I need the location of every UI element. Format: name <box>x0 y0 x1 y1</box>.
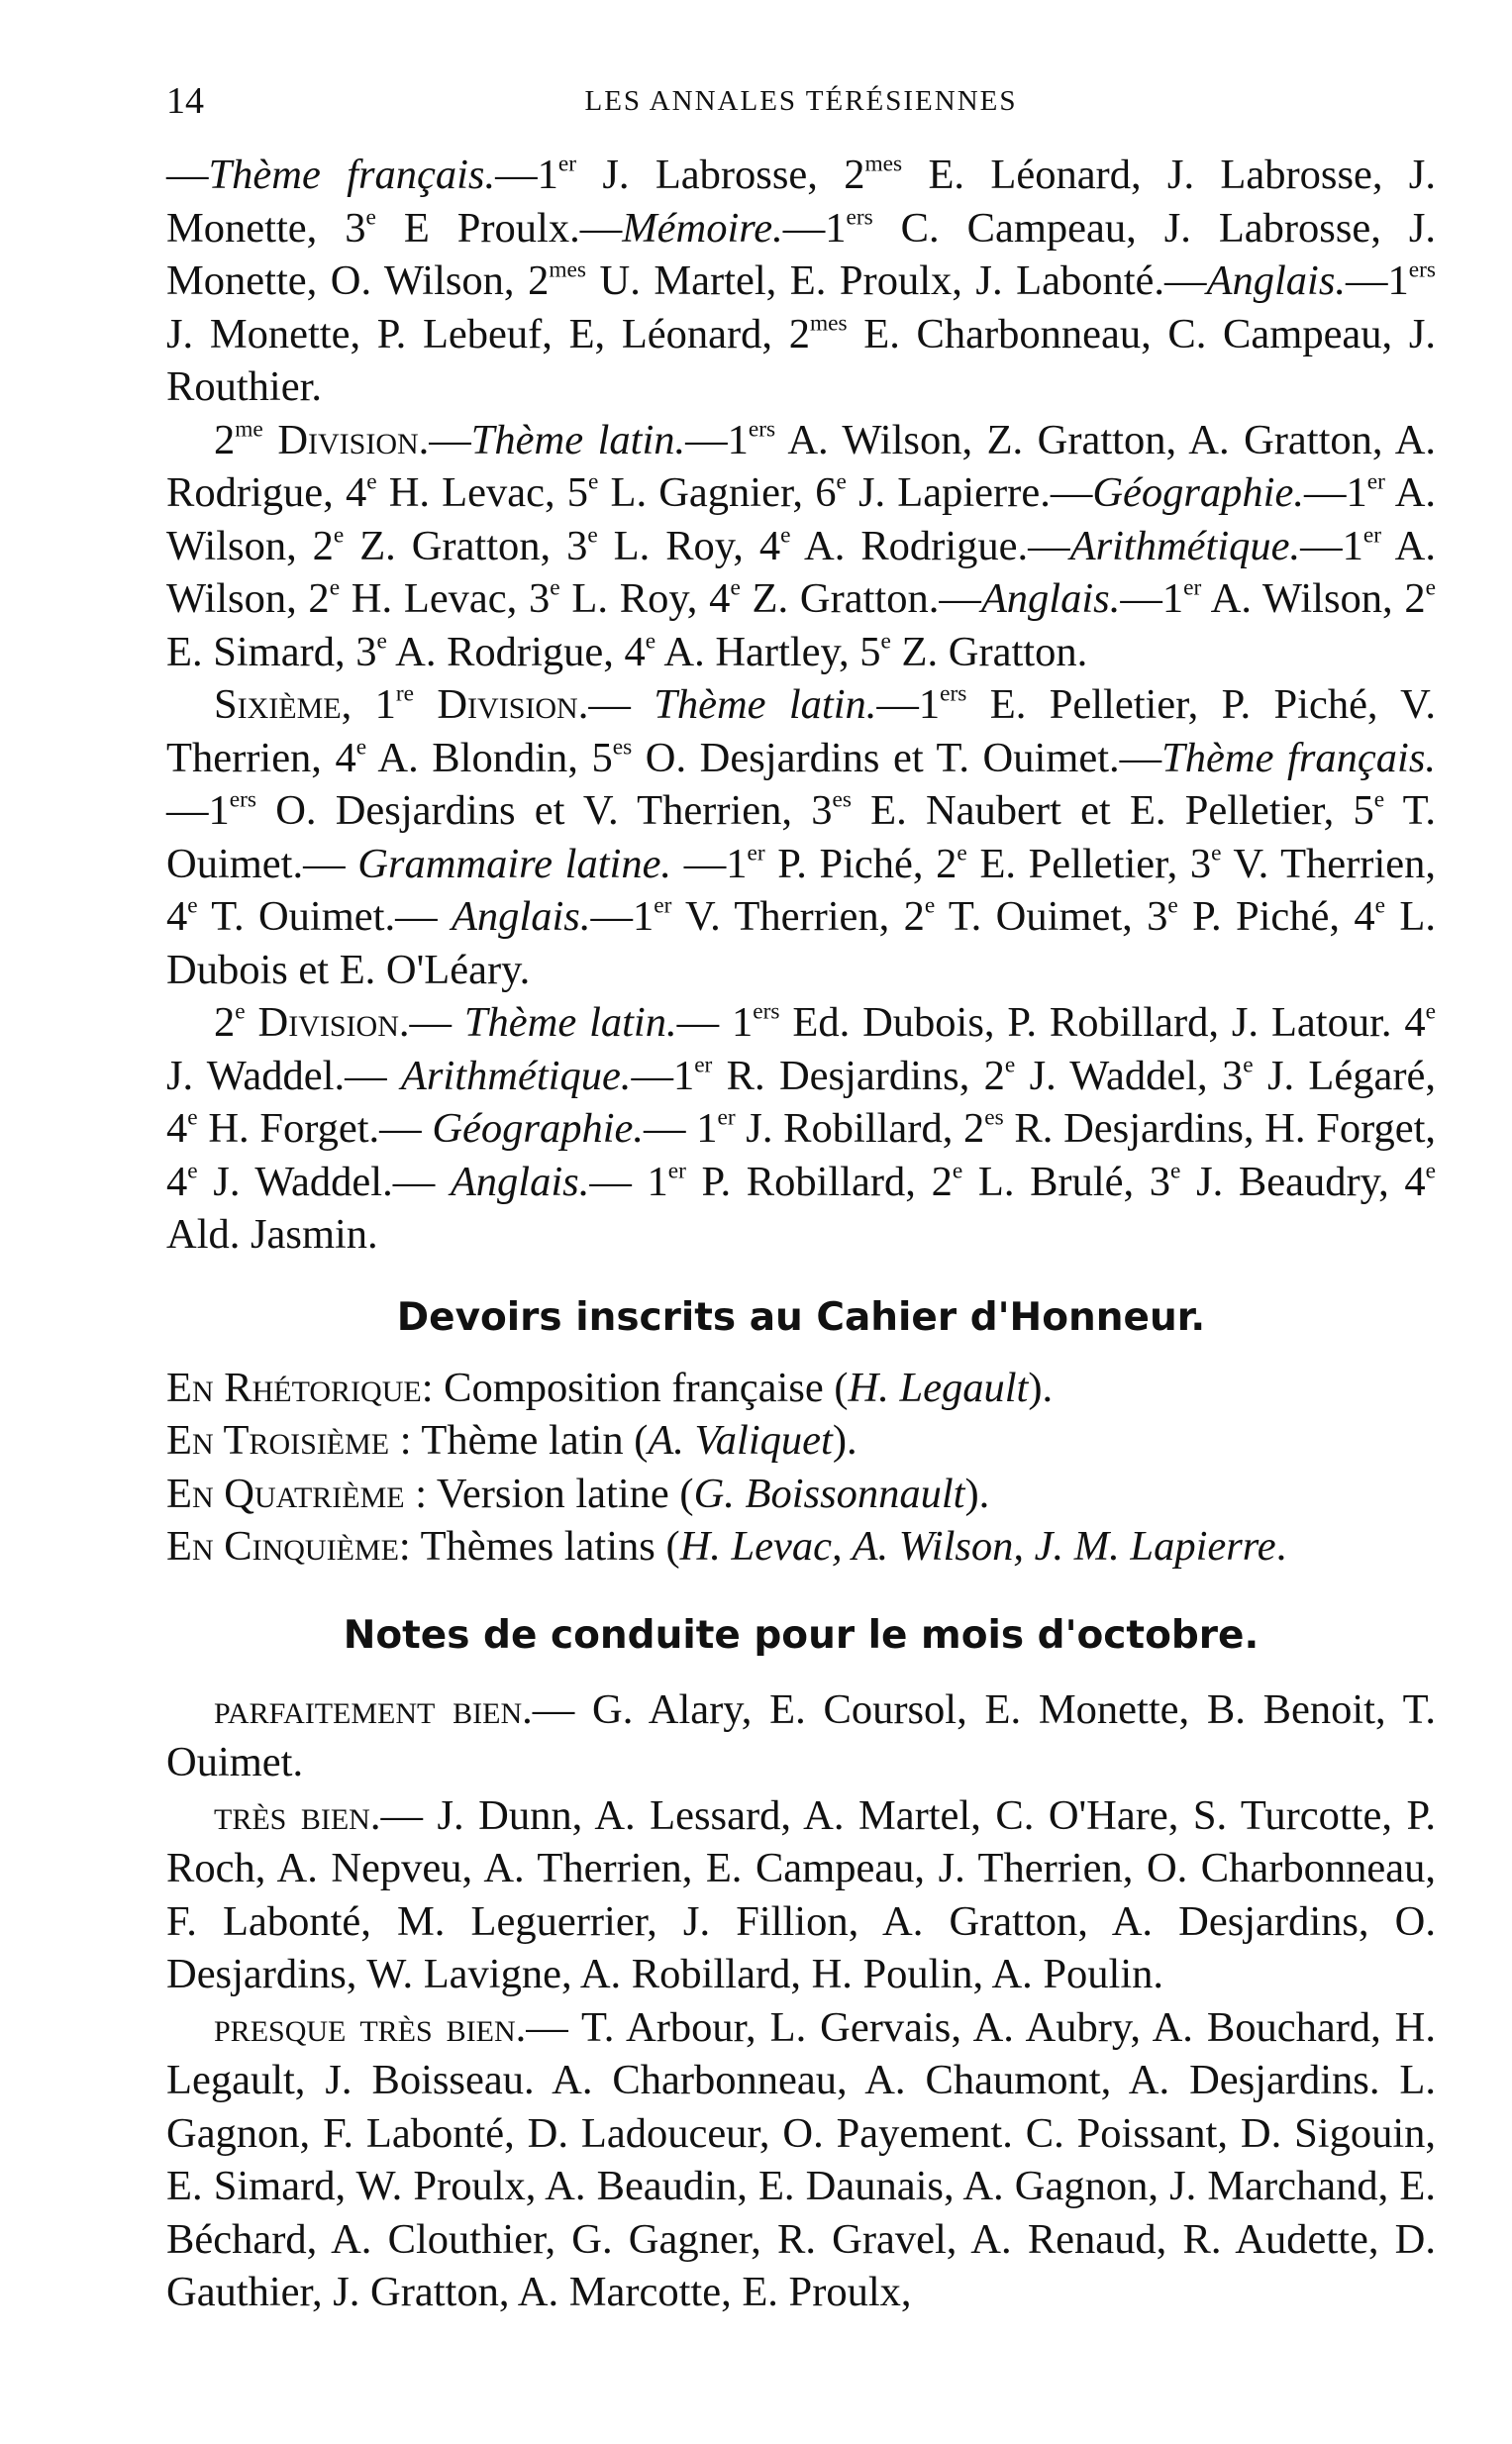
document-page <box>166 69 1436 2319</box>
page-number: 14 <box>166 80 204 122</box>
running-header <box>166 69 1436 149</box>
paragraph-sixieme-first-division: Sixième, 1re Division.— Thème latin.—1ers E. Pelletier, P. Piché, V. Therrien, 4e A. Blondin, $5^{es}$ O. Desjardins et T. Ouimet.—Thème français.—1ers O. Desjardins et V. Therrien, $3^{es}$ E. Naubert et E. Pelletier, 5e T. Ouimet.— Grammaire latine. —1er P. Piché, 2e E. Pelletier, 3e V. Therrien, 4e T. Ouimet.— Anglais.—1er V. Therrien, 2e T. Ouimet, 3e P. Piché, 4e L. Dubois et E. O'Léary. <box>166 680 1437 993</box>
conduct-presque-tres-bien: presque très bien.— T. Arbour, L. Gervais, A. Aubry, A. Bouchard, H. Legault, J. Boisseau. A. Charbonneau, A. Chaumont, A. Desjardins. L. Gagnon, F. Labonté, D. Ladouceur, O. Payement. C. Poissant, D. Sigouin, E. Simard, W. Proulx, A. Beaudin, E. Daunais, A. Gagnon, J. Marchand, E. Béchard, A. Clouthier, G. Gagner, R. Gravel, A. Renaud, R. Audette, D. Gauthier, J. Gratton, A. Marcotte, E. Proulx, <box>166 2003 1437 2315</box>
honor-entry-quatrieme: En Quatrième : Version latine (G. Boissonnault). <box>166 1470 990 1517</box>
running-title: LES ANNALES TÉRÉSIENNES <box>584 85 1018 117</box>
paragraph-sixieme-second-division: 2e Division.— Thème latin.— 1ers Ed. Dubois, P. Robillard, J. Latour. 4e J. Waddel.— Arithmétique.—1er R. Desjardins, 2e J. Waddel, 3e J. Légaré, 4e H. Forget.— Géographie.— 1er J. Robillard, $2^{es}$ R. Desjardins, H. Forget, 4e J. Waddel.— Anglais.— 1er P. Robillard, 2e L. Brulé, 3e J. Beaudry, 4e Ald. Jasmin. <box>166 998 1437 1258</box>
honor-entry-cinquieme: En Cinquième: Thèmes latins (H. Levac, A. Wilson, J. M. Lapierre. <box>166 1523 1287 1570</box>
conduct-tres-bien: très bien.— J. Dunn, A. Lessard, A. Martel, C. O'Hare, S. Turcotte, P. Roch, A. Nepveu, A. Therrien, E. Campeau, J. Therrien, O. Charbonneau, F. Labonté, M. Leguerrier, J. Fillion, A. Gratton, A. Desjardins, O. Desjardins, W. Lavigne, A. Robillard, H. Poulin, A. Poulin. <box>166 1791 1436 1997</box>
section-heading-conduct-notes: Notes de conduite pour le mois d'octobre. <box>343 1612 1260 1658</box>
conduct-parfaitement-bien: parfaitement bien.— G. Alary, E. Coursol, E. Monette, B. Benoit, T. Ouimet. <box>166 1685 1437 1785</box>
paragraph-second-division: $2^{me}$ Division.—Thème latin.—1ers A. Wilson, Z. Gratton, A. Gratton, A. Rodrigue, 4e H. Levac, 5e L. Gagnier, 6e J. Lapierre.—Géographie.—1er A. Wilson, 2e Z. Gratton, 3e L. Roy, 4e A. Rodrigue.—Arithmétique.—1er A. Wilson, 2e H. Levac, 3e L. Roy, 4e Z. Gratton.—Anglais.—1er A. Wilson, 2e E. Simard, 3e A. Rodrigue, 4e A. Hartley, 5e Z. Gratton. <box>166 415 1437 675</box>
paragraph-grades-1: —Thème français.—1er J. Labrosse, $2^{mes}$ E. Léonard, J. Labrosse, J. Monette, 3e E Proulx.—Mémoire.—1ers C. Campeau, J. Labrosse, J. Monette, O. Wilson, $2^{mes}$ U. Martel, E. Proulx, J. Labonté.—Anglais.—1ers J. Monette, P. Lebeuf, E, Léonard, $2^{mes}$ E. Charbonneau, C. Campeau, J. Routhier. <box>166 151 1437 410</box>
section-heading-cahier-honneur: Devoirs inscrits au Cahier d'Honneur. <box>396 1294 1206 1340</box>
honor-entry-rhetorique: En Rhétorique: Composition française (H. Legault). <box>166 1364 1054 1411</box>
honor-entry-troisieme: En Troisième : Thème latin (A. Valiquet). <box>166 1417 857 1464</box>
